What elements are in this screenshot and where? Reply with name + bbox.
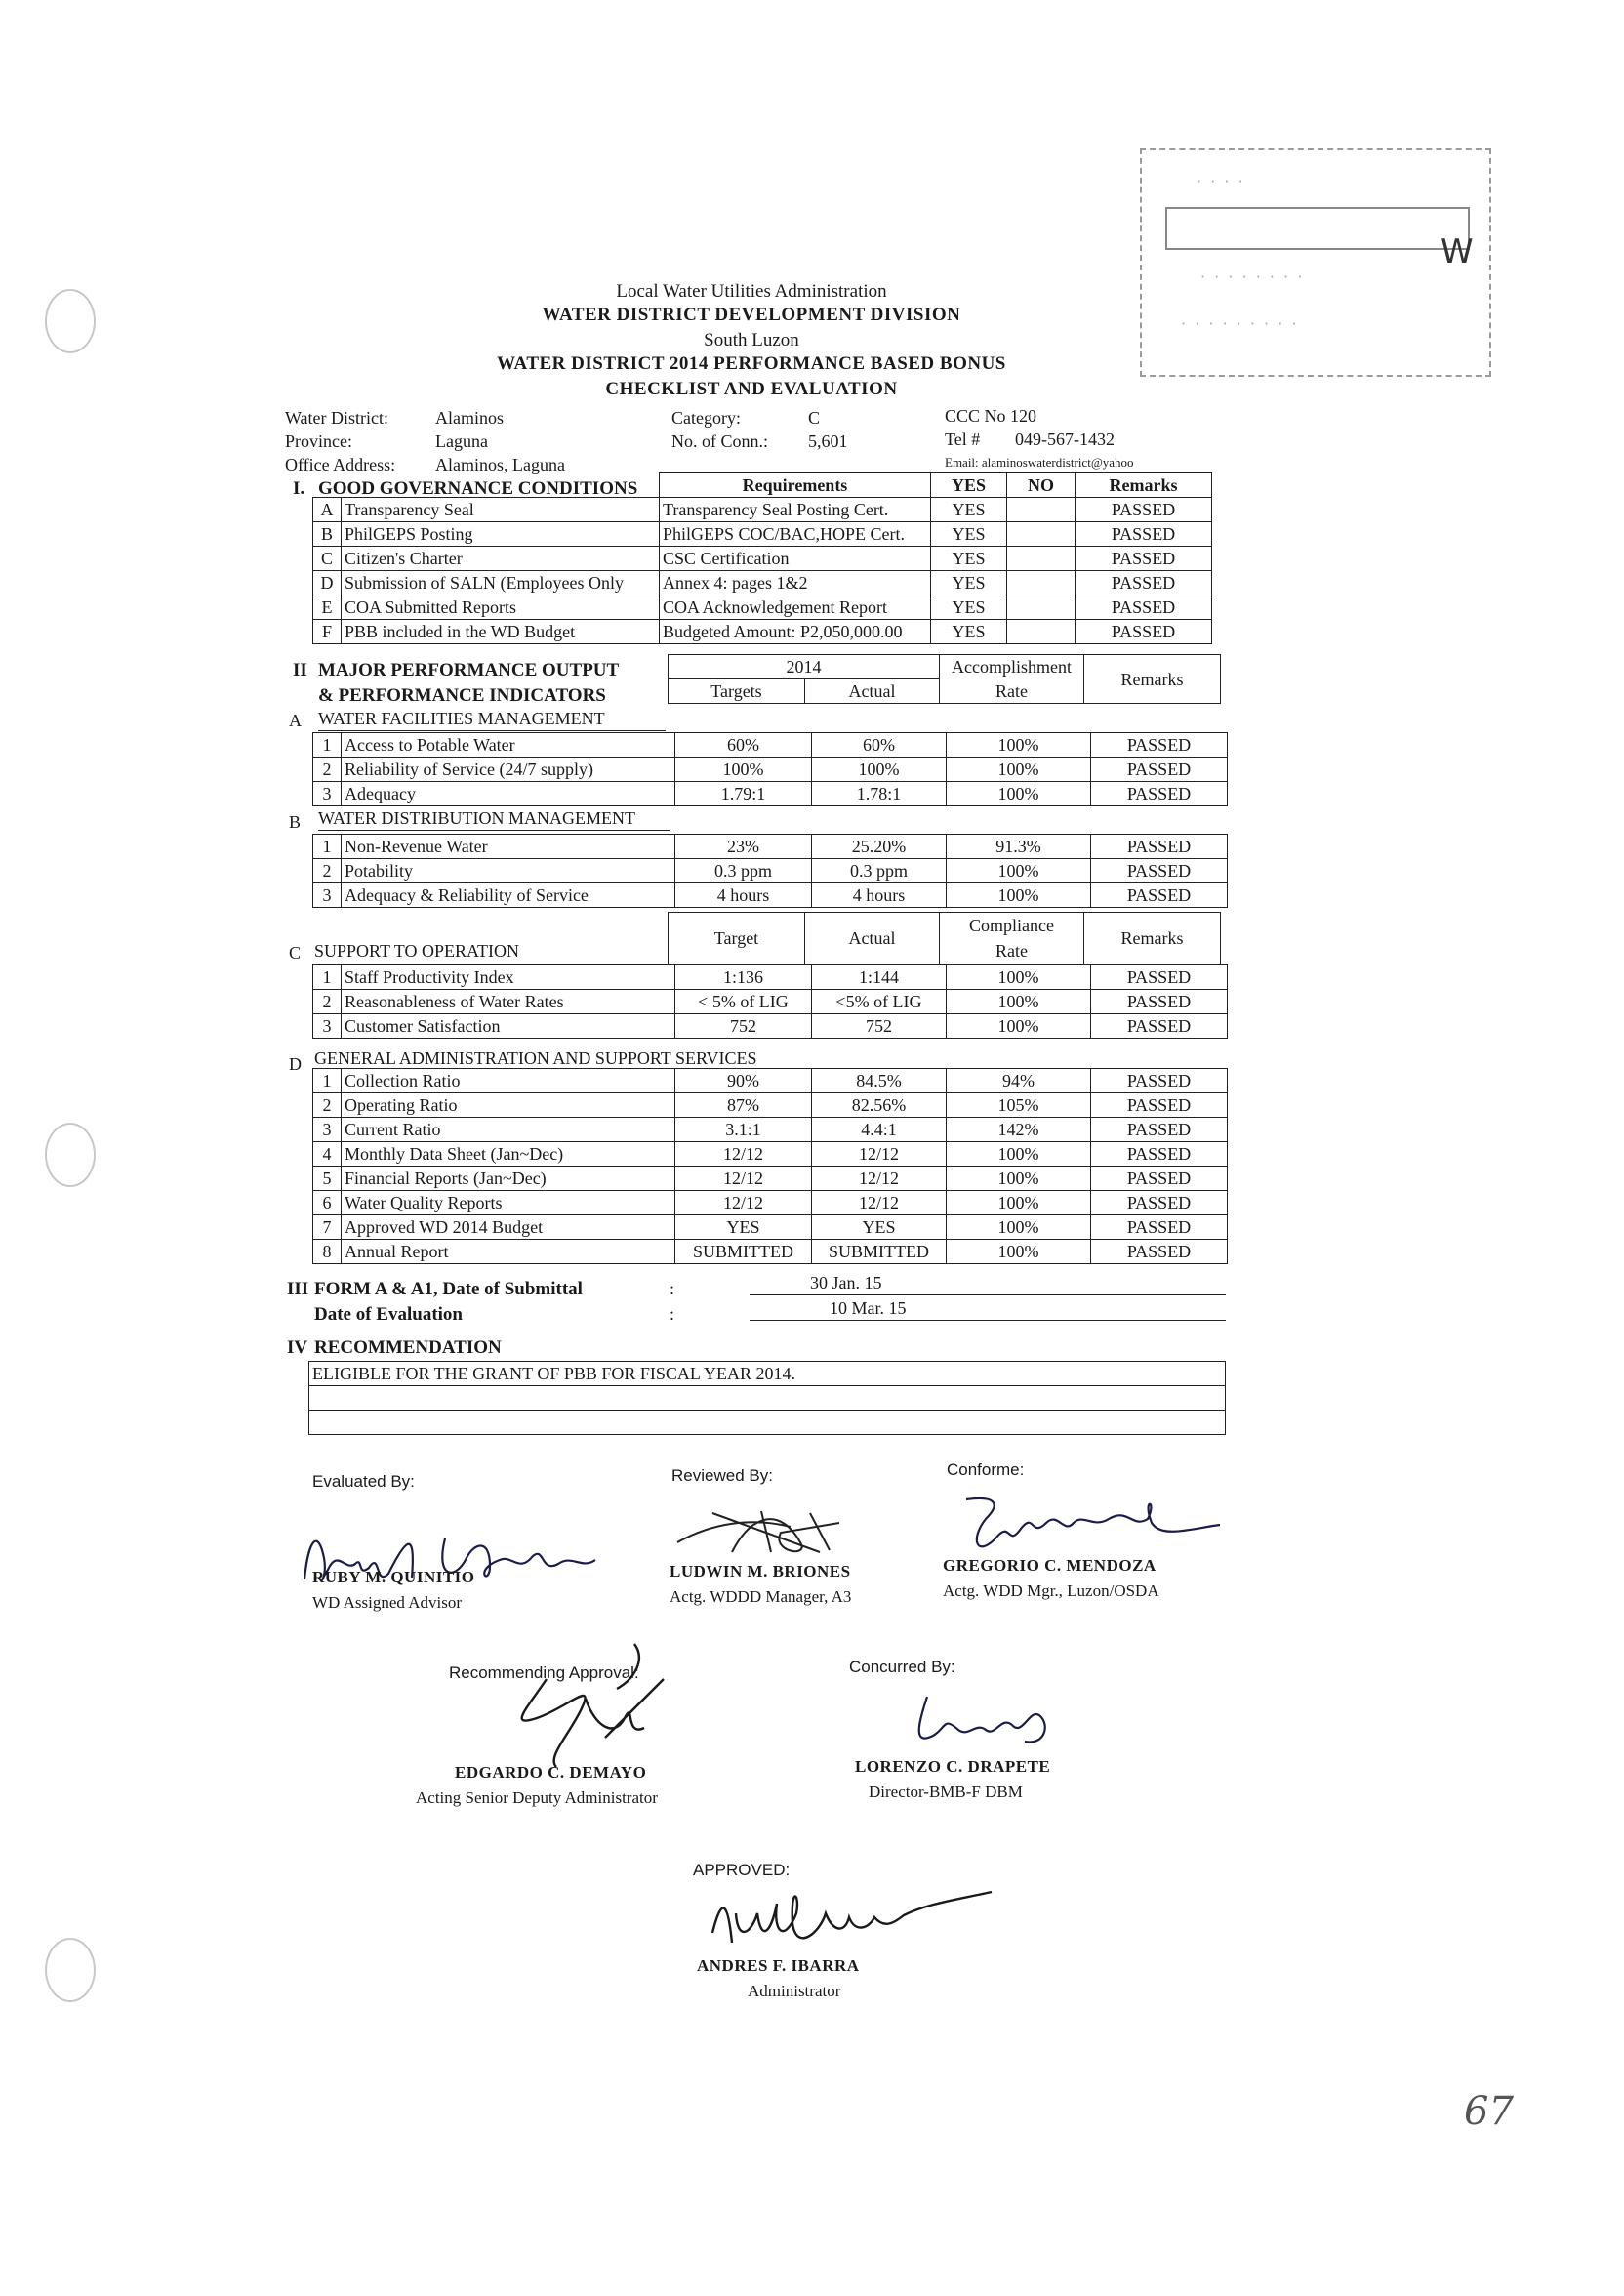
recommending-approval-caption: Recommending Approval: [449, 1663, 639, 1682]
form-subtitle: CHECKLIST AND EVALUATION [605, 379, 898, 399]
row-rate: 100% [947, 1167, 1091, 1191]
row-condition: Transparency Seal [342, 498, 660, 522]
submittal-date: 30 Jan. 15 [810, 1273, 882, 1292]
evaluation-colon: : [670, 1304, 675, 1324]
row-yes: YES [931, 571, 1007, 595]
row-actual: 82.56% [812, 1093, 947, 1118]
table-row [313, 990, 1228, 1014]
row-condition: COA Submitted Reports [342, 595, 660, 620]
row-rate: 100% [947, 1014, 1091, 1039]
punch-hole-middle [45, 1123, 96, 1187]
row-actual: YES [812, 1215, 947, 1240]
row-actual: 12/12 [812, 1167, 947, 1191]
water-facilities-table [312, 732, 1228, 806]
row-requirement: CSC Certification [660, 547, 931, 571]
table-row [313, 782, 1228, 806]
section-3-number: III [287, 1279, 309, 1299]
year-header: 2014 [669, 655, 940, 679]
row-target: 752 [675, 1014, 812, 1039]
row-actual: 60% [812, 733, 947, 758]
row-indicator: Adequacy & Reliability of Service [342, 883, 675, 908]
row-number: 3 [313, 1118, 342, 1142]
row-remarks: PASSED [1091, 1240, 1228, 1264]
water-district-label: Water District: [285, 408, 389, 428]
row-rate: 100% [947, 1240, 1091, 1264]
row-yes: YES [931, 620, 1007, 644]
row-indicator: Reliability of Service (24/7 supply) [342, 758, 675, 782]
table-row [313, 1167, 1228, 1191]
row-remarks: PASSED [1076, 620, 1212, 644]
row-rate: 100% [947, 965, 1091, 990]
subsection-b-letter: B [289, 812, 302, 832]
subsection-d-title: GENERAL ADMINISTRATION AND SUPPORT SERVICES [314, 1048, 757, 1068]
row-rate: 100% [947, 883, 1091, 908]
table-row [313, 1240, 1228, 1264]
row-remarks: PASSED [1091, 835, 1228, 859]
row-actual: 1.78:1 [812, 782, 947, 806]
row-indicator: Adequacy [342, 782, 675, 806]
row-remarks: PASSED [1076, 498, 1212, 522]
drapete-title: Director-BMB-F DBM [869, 1783, 1023, 1801]
row-code: A [313, 498, 342, 522]
support-operation-header [668, 912, 1221, 964]
table-row [313, 883, 1228, 908]
row-code: D [313, 571, 342, 595]
row-actual: 25.20% [812, 835, 947, 859]
evaluation-date-line [750, 1320, 1226, 1321]
rate-header: Rate [940, 679, 1084, 704]
row-target: 87% [675, 1093, 812, 1118]
row-indicator: Reasonableness of Water Rates [342, 990, 675, 1014]
row-condition: PhilGEPS Posting [342, 522, 660, 547]
stamp-initial: W [1441, 232, 1474, 271]
water-district-value: Alaminos [435, 408, 504, 428]
row-target: 23% [675, 835, 812, 859]
row-remarks: PASSED [1091, 965, 1228, 990]
row-remarks: PASSED [1091, 1069, 1228, 1093]
row-rate: 100% [947, 1142, 1091, 1167]
section-1-number: I. [293, 478, 305, 499]
row-yes: YES [931, 547, 1007, 571]
row-indicator: Customer Satisfaction [342, 1014, 675, 1039]
subsection-a-letter: A [289, 711, 302, 730]
form-title: WATER DISTRICT 2014 PERFORMANCE BASED BONUS [497, 353, 1006, 374]
email-text: Email: alaminoswaterdistrict@yahoo [945, 455, 1134, 470]
row-actual: <5% of LIG [812, 990, 947, 1014]
row-target: < 5% of LIG [675, 990, 812, 1014]
table-header-row [313, 473, 1212, 498]
good-governance-table [312, 472, 1212, 644]
row-condition: Submission of SALN (Employees Only [342, 571, 660, 595]
col-requirements: Requirements [660, 473, 931, 498]
ccc-number: CCC No 120 [945, 406, 1037, 426]
quinitio-name: RUBY M. QUINITIO [312, 1568, 475, 1586]
office-address-label: Office Address: [285, 455, 396, 474]
subsection-a-rule [318, 730, 666, 731]
row-remarks: PASSED [1076, 522, 1212, 547]
row-actual: SUBMITTED [812, 1240, 947, 1264]
category-label: Category: [671, 408, 741, 428]
col-remarks: Remarks [1076, 473, 1212, 498]
row-indicator: Collection Ratio [342, 1069, 675, 1093]
col-no: NO [1007, 473, 1076, 498]
row-number: 1 [313, 1069, 342, 1093]
row-actual: 100% [812, 758, 947, 782]
row-target: SUBMITTED [675, 1240, 812, 1264]
signature-demayo [488, 1640, 673, 1777]
table-row [313, 1093, 1228, 1118]
recommendation-line-3 [309, 1411, 1226, 1435]
row-remarks: PASSED [1091, 883, 1228, 908]
evaluation-label: Date of Evaluation [314, 1304, 463, 1325]
subsection-b-title: WATER DISTRIBUTION MANAGEMENT [318, 808, 635, 828]
briones-name: LUDWIN M. BRIONES [670, 1562, 851, 1580]
section-4-number: IV [287, 1337, 308, 1358]
ibarra-name: ANDRES F. IBARRA [697, 1956, 860, 1975]
conforme-caption: Conforme: [947, 1460, 1025, 1479]
row-indicator: Staff Productivity Index [342, 965, 675, 990]
table-row [313, 620, 1212, 644]
row-rate: 100% [947, 733, 1091, 758]
section-4-title: RECOMMENDATION [314, 1337, 502, 1358]
row-requirement: Transparency Seal Posting Cert. [660, 498, 931, 522]
table-row [313, 571, 1212, 595]
section-2-title: MAJOR PERFORMANCE OUTPUT [318, 660, 620, 680]
row-indicator: Annual Report [342, 1240, 675, 1264]
concurred-by-caption: Concurred By: [849, 1658, 955, 1676]
row-number: 1 [313, 965, 342, 990]
row-actual: 0.3 ppm [812, 859, 947, 883]
row-no [1007, 620, 1076, 644]
row-actual: 4 hours [812, 883, 947, 908]
row-condition: Citizen's Charter [342, 547, 660, 571]
row-target: 60% [675, 733, 812, 758]
region-name: South Luzon [704, 330, 799, 350]
subsection-b-rule [318, 830, 670, 831]
row-rate: 100% [947, 1215, 1091, 1240]
remarks-header-c: Remarks [1084, 913, 1221, 964]
row-indicator: Current Ratio [342, 1118, 675, 1142]
row-actual: 1:144 [812, 965, 947, 990]
receiving-stamp [1140, 148, 1491, 377]
submittal-label: FORM A & A1, Date of Submittal [314, 1279, 583, 1299]
row-target: 12/12 [675, 1167, 812, 1191]
table-row [313, 595, 1212, 620]
row-rate: 142% [947, 1118, 1091, 1142]
row-rate: 100% [947, 758, 1091, 782]
row-code: F [313, 620, 342, 644]
tel-label: Tel # [945, 430, 981, 449]
row-number: 2 [313, 1093, 342, 1118]
row-number: 3 [313, 782, 342, 806]
row-no [1007, 547, 1076, 571]
row-number: 1 [313, 835, 342, 859]
support-operation-table [312, 964, 1228, 1039]
row-number: 6 [313, 1191, 342, 1215]
row-yes: YES [931, 498, 1007, 522]
row-target: 4 hours [675, 883, 812, 908]
row-target: 90% [675, 1069, 812, 1093]
row-remarks: PASSED [1091, 1167, 1228, 1191]
signature-ibarra [703, 1874, 995, 1962]
col-yes: YES [931, 473, 1007, 498]
stamp-faded-text: · · · · · · · · · [1181, 314, 1299, 333]
connections-value: 5,601 [808, 431, 848, 451]
row-indicator: Water Quality Reports [342, 1191, 675, 1215]
demayo-title: Acting Senior Deputy Administrator [416, 1788, 658, 1807]
row-code: B [313, 522, 342, 547]
row-target: YES [675, 1215, 812, 1240]
row-remarks: PASSED [1076, 547, 1212, 571]
table-row [313, 965, 1228, 990]
row-indicator: Approved WD 2014 Budget [342, 1215, 675, 1240]
actual-header: Actual [805, 679, 940, 704]
agency-name: Local Water Utilities Administration [616, 281, 887, 302]
punch-hole-top [45, 289, 96, 353]
target-header: Target [669, 913, 805, 964]
row-target: 12/12 [675, 1142, 812, 1167]
row-actual: 4.4:1 [812, 1118, 947, 1142]
briones-title: Actg. WDDD Manager, A3 [670, 1587, 852, 1606]
table-row [313, 859, 1228, 883]
row-number: 8 [313, 1240, 342, 1264]
row-rate: 91.3% [947, 835, 1091, 859]
row-no [1007, 498, 1076, 522]
actual-header-c: Actual [805, 913, 940, 964]
stamp-faded-text: · · · · [1197, 172, 1245, 190]
row-requirement: Annex 4: pages 1&2 [660, 571, 931, 595]
stamp-inner-box [1165, 207, 1470, 250]
row-actual: 12/12 [812, 1142, 947, 1167]
table-row [313, 1118, 1228, 1142]
row-rate: 94% [947, 1069, 1091, 1093]
table-row [313, 1142, 1228, 1167]
row-no [1007, 571, 1076, 595]
row-condition: PBB included in the WD Budget [342, 620, 660, 644]
mendoza-name: GREGORIO C. MENDOZA [943, 1556, 1157, 1575]
row-target: 12/12 [675, 1191, 812, 1215]
general-administration-table [312, 1068, 1228, 1264]
row-code: E [313, 595, 342, 620]
row-remarks: PASSED [1091, 859, 1228, 883]
remarks-header: Remarks [1084, 655, 1221, 704]
demayo-name: EDGARDO C. DEMAYO [455, 1763, 647, 1782]
province-label: Province: [285, 431, 352, 451]
row-rate: 100% [947, 859, 1091, 883]
row-indicator: Operating Ratio [342, 1093, 675, 1118]
row-no [1007, 522, 1076, 547]
row-target: 0.3 ppm [675, 859, 812, 883]
row-rate: 105% [947, 1093, 1091, 1118]
section-2-number: II [293, 660, 307, 680]
row-target: 1:136 [675, 965, 812, 990]
water-distribution-table [312, 834, 1228, 908]
table-row [313, 522, 1212, 547]
row-actual: 12/12 [812, 1191, 947, 1215]
approved-caption: APPROVED: [693, 1861, 791, 1879]
recommendation-line-2 [309, 1386, 1226, 1411]
ibarra-title: Administrator [748, 1982, 841, 2000]
table-row [313, 1215, 1228, 1240]
table-row [313, 1191, 1228, 1215]
recommendation-line-1: ELIGIBLE FOR THE GRANT OF PBB FOR FISCAL YEAR 2014. [309, 1362, 1226, 1386]
row-actual: 84.5% [812, 1069, 947, 1093]
table-row [313, 547, 1212, 571]
row-remarks: PASSED [1091, 782, 1228, 806]
connections-label: No. of Conn.: [671, 431, 768, 451]
row-yes: YES [931, 522, 1007, 547]
row-indicator: Monthly Data Sheet (Jan~Dec) [342, 1142, 675, 1167]
drapete-name: LORENZO C. DRAPETE [855, 1757, 1051, 1776]
submittal-colon: : [670, 1279, 675, 1298]
evaluated-by-caption: Evaluated By: [312, 1472, 415, 1491]
row-number: 2 [313, 990, 342, 1014]
row-indicator: Financial Reports (Jan~Dec) [342, 1167, 675, 1191]
row-code: C [313, 547, 342, 571]
category-value: C [808, 408, 821, 428]
row-number: 5 [313, 1167, 342, 1191]
signature-drapete [908, 1687, 1064, 1755]
signature-mendoza [956, 1490, 1230, 1558]
row-target: 3.1:1 [675, 1118, 812, 1142]
targets-header: Targets [669, 679, 805, 704]
table-row [313, 1069, 1228, 1093]
row-requirement: Budgeted Amount: P2,050,000.00 [660, 620, 931, 644]
row-indicator: Access to Potable Water [342, 733, 675, 758]
tel-value: 049-567-1432 [1015, 430, 1115, 449]
table-row [313, 758, 1228, 782]
row-remarks: PASSED [1091, 1093, 1228, 1118]
mendoza-title: Actg. WDD Mgr., Luzon/OSDA [943, 1581, 1159, 1600]
row-remarks: PASSED [1076, 571, 1212, 595]
table-row [313, 835, 1228, 859]
row-number: 2 [313, 859, 342, 883]
row-remarks: PASSED [1091, 733, 1228, 758]
submittal-date-line [750, 1294, 1226, 1295]
row-rate: 100% [947, 990, 1091, 1014]
row-indicator: Non-Revenue Water [342, 835, 675, 859]
row-target: 1.79:1 [675, 782, 812, 806]
subsection-c-letter: C [289, 943, 302, 963]
table-row [313, 733, 1228, 758]
reviewed-by-caption: Reviewed By: [671, 1466, 773, 1485]
row-number: 3 [313, 1014, 342, 1039]
evaluation-date: 10 Mar. 15 [830, 1298, 907, 1318]
row-remarks: PASSED [1076, 595, 1212, 620]
quinitio-title: WD Assigned Advisor [312, 1593, 462, 1612]
performance-header-table [668, 654, 1221, 704]
section-1-title: GOOD GOVERNANCE CONDITIONS [318, 478, 638, 499]
row-number: 2 [313, 758, 342, 782]
stamp-faded-text: · · · · · · · · [1200, 267, 1305, 286]
row-remarks: PASSED [1091, 1118, 1228, 1142]
recommendation-box [308, 1361, 1226, 1435]
row-remarks: PASSED [1091, 1142, 1228, 1167]
row-yes: YES [931, 595, 1007, 620]
row-remarks: PASSED [1091, 990, 1228, 1014]
compliance-header: Compliance [940, 913, 1084, 939]
subsection-c-title: SUPPORT TO OPERATION [314, 941, 519, 961]
row-remarks: PASSED [1091, 1014, 1228, 1039]
section-2-subtitle: & PERFORMANCE INDICATORS [318, 685, 606, 706]
row-remarks: PASSED [1091, 1191, 1228, 1215]
row-no [1007, 595, 1076, 620]
row-rate: 100% [947, 1191, 1091, 1215]
province-value: Laguna [435, 431, 488, 451]
row-number: 4 [313, 1142, 342, 1167]
division-name: WATER DISTRICT DEVELOPMENT DIVISION [542, 305, 961, 325]
subsection-d-letter: D [289, 1054, 302, 1074]
row-number: 1 [313, 733, 342, 758]
row-number: 3 [313, 883, 342, 908]
punch-hole-bottom [45, 1938, 96, 2002]
table-row [313, 498, 1212, 522]
subsection-a-title: WATER FACILITIES MANAGEMENT [318, 709, 605, 728]
compliance-rate-header: Rate [940, 938, 1084, 964]
page-number: 67 [1464, 2089, 1514, 2134]
row-target: 100% [675, 758, 812, 782]
row-remarks: PASSED [1091, 758, 1228, 782]
accomplishment-header: Accomplishment [940, 655, 1084, 679]
table-row [313, 1014, 1228, 1039]
row-indicator: Potability [342, 859, 675, 883]
row-requirement: COA Acknowledgement Report [660, 595, 931, 620]
row-requirement: PhilGEPS COC/BAC,HOPE Cert. [660, 522, 931, 547]
row-number: 7 [313, 1215, 342, 1240]
row-remarks: PASSED [1091, 1215, 1228, 1240]
row-actual: 752 [812, 1014, 947, 1039]
signature-briones [673, 1503, 878, 1562]
row-rate: 100% [947, 782, 1091, 806]
office-address-value: Alaminos, Laguna [435, 455, 565, 474]
